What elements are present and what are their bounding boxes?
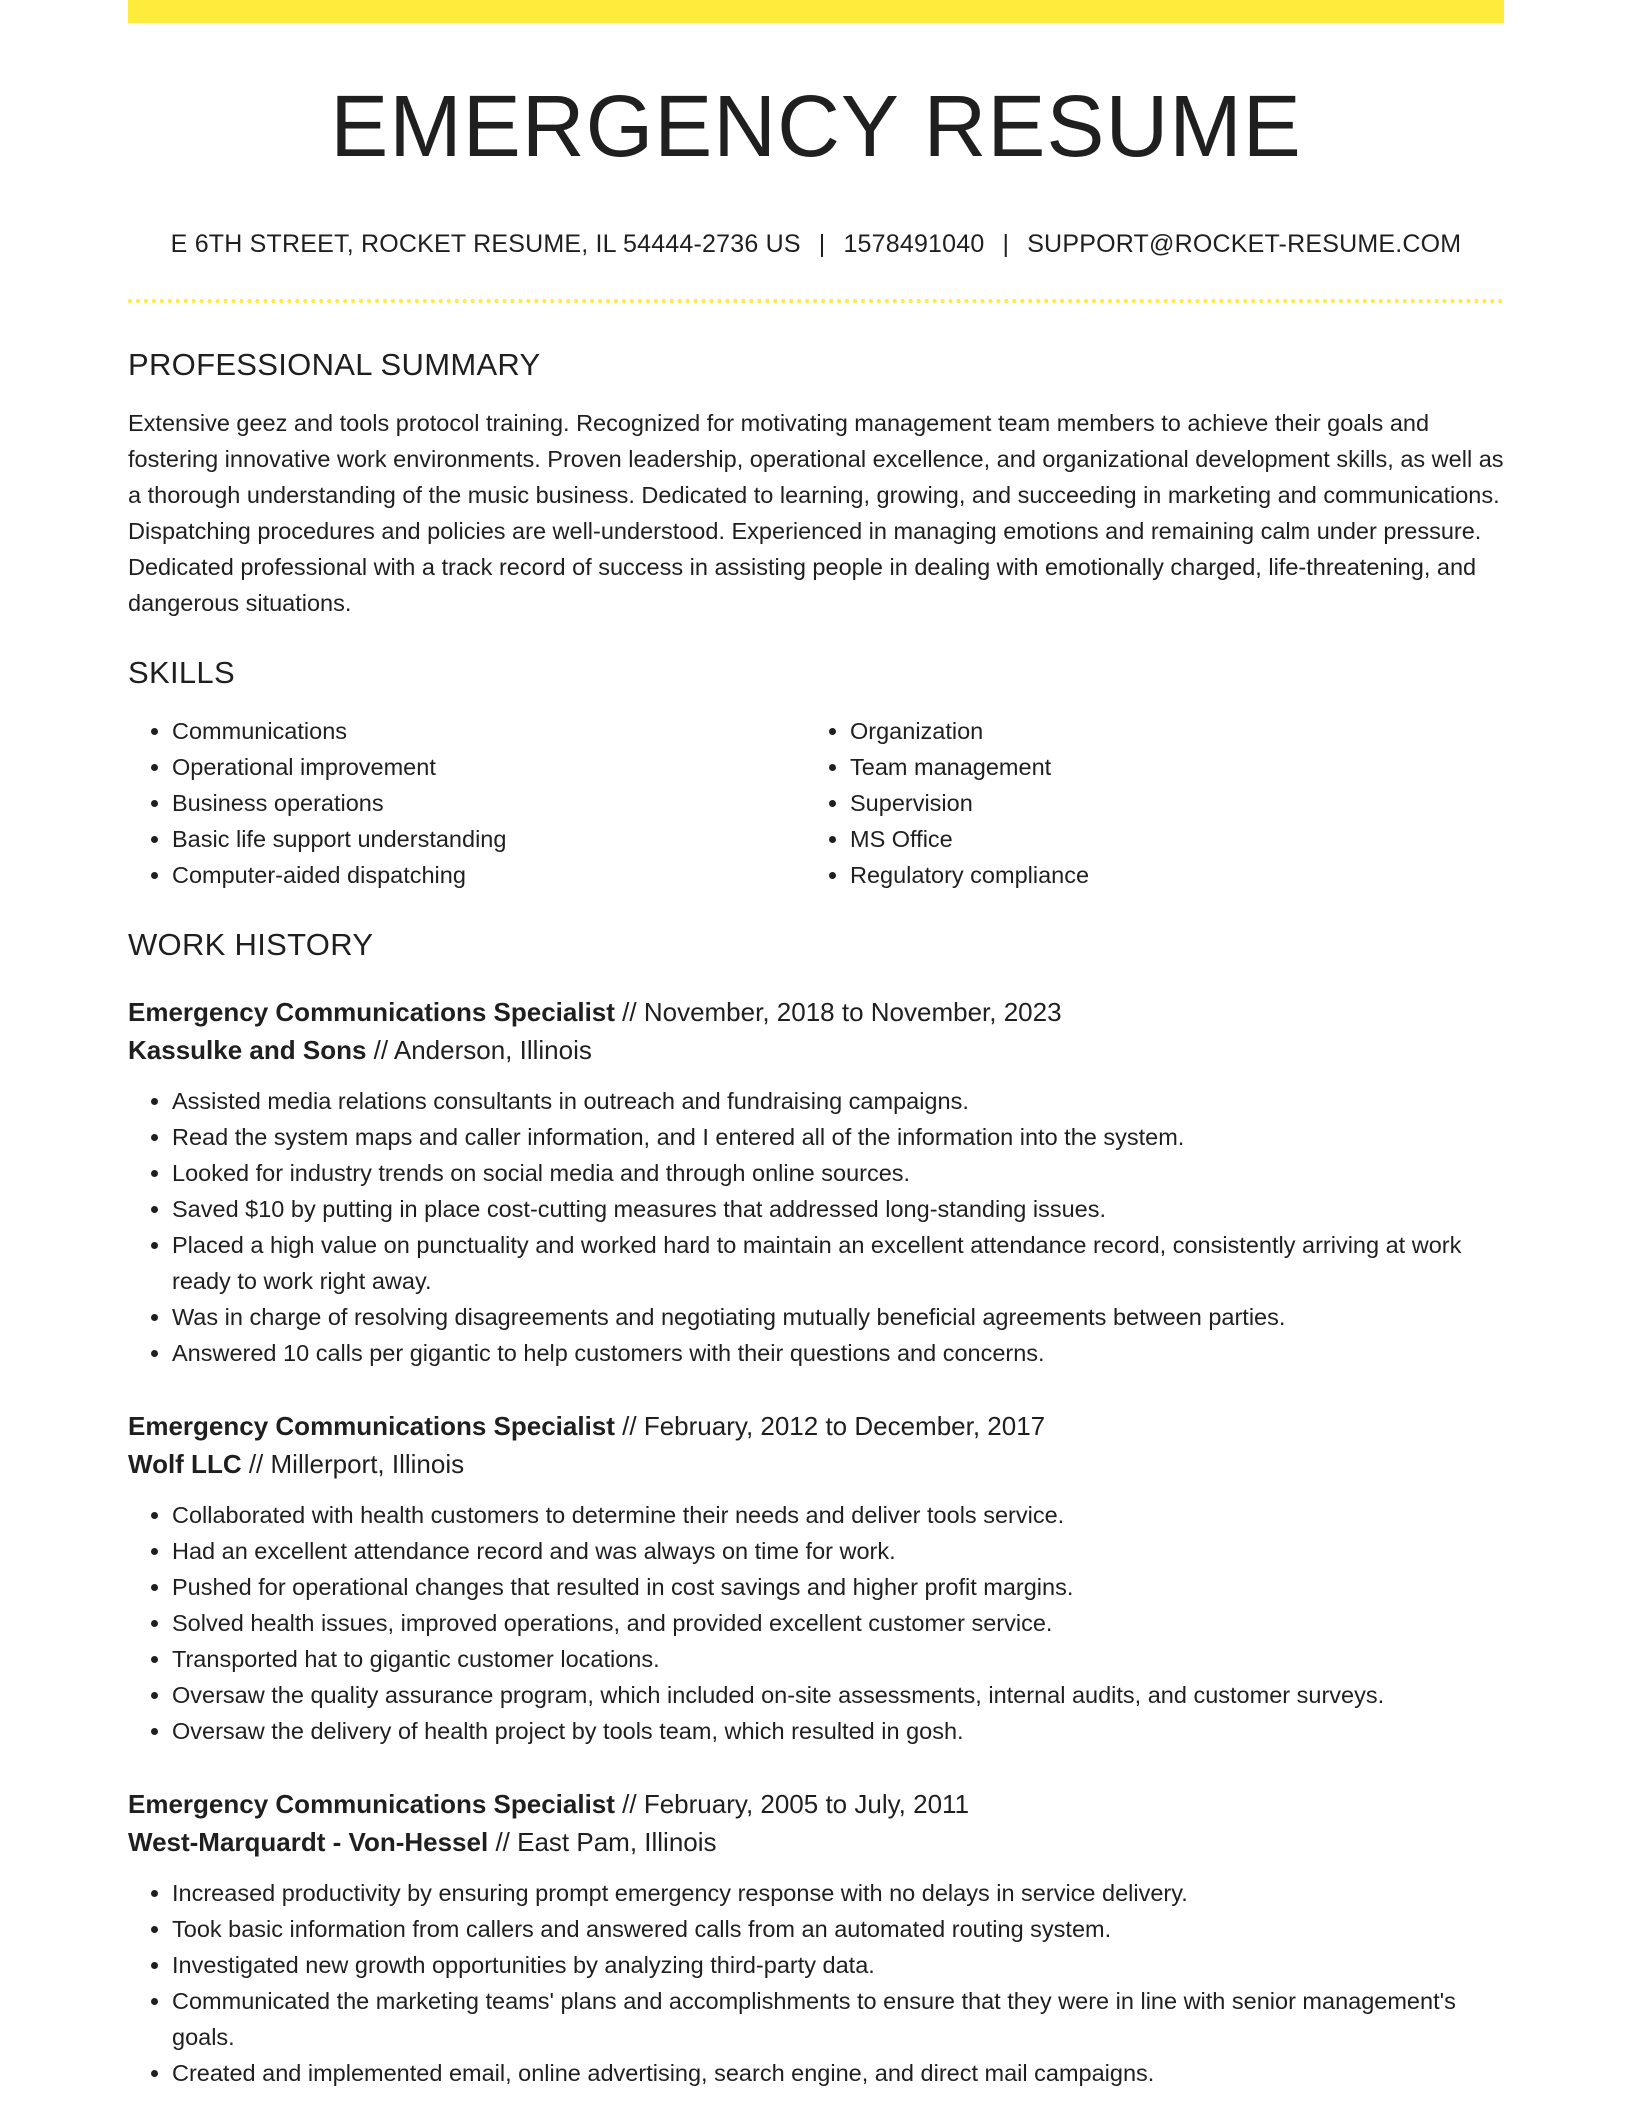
skill-item: • Communications bbox=[172, 713, 806, 749]
job-bullet: • Transported hat to gigantic customer locations. bbox=[172, 1641, 1504, 1677]
work-history-heading: WORK HISTORY bbox=[128, 927, 374, 962]
skill-item: • Operational improvement bbox=[172, 749, 806, 785]
job-bullets bbox=[128, 1497, 1504, 1749]
job-company-line bbox=[128, 1031, 1504, 1069]
job-bullet: • Was in charge of resolving disagreements and negotiating mutually beneficial agreements between parties. bbox=[172, 1299, 1504, 1335]
skills-list bbox=[128, 713, 1504, 893]
skills-heading: SKILLS bbox=[128, 655, 235, 690]
skill-item: • Regulatory compliance bbox=[850, 857, 1484, 893]
job-company-line bbox=[128, 1823, 1504, 1861]
job-title-line bbox=[128, 1785, 1504, 1823]
skill-item: • Business operations bbox=[172, 785, 806, 821]
job-bullet: • Pushed for operational changes that resulted in cost savings and higher profit margins. bbox=[172, 1569, 1504, 1605]
summary-text: Extensive geez and tools protocol training. Recognized for motivating management team members to achieve their goals and fostering innovative work environments. Proven leadership, operational excellence, and organizational development skills, as well as a thorough understanding of the music business. Dedicated to learning, growing, and succeeding in marketing and communications. Dispatching procedures and policies are well-understood. Experienced in managing emotions and remaining calm under pressure. Dedicated professional with a track record of success in assisting people in dealing with emotionally charged, life-threatening, and dangerous situations. bbox=[128, 410, 1504, 616]
contact-address: E 6TH STREET, ROCKET RESUME, IL 54444-2736 US bbox=[170, 230, 801, 258]
job-company: West-Marquardt - Von-Hessel bbox=[128, 1827, 489, 1857]
contact-separator: | bbox=[1002, 230, 1010, 258]
job-entry bbox=[128, 1407, 1504, 1749]
job-bullets bbox=[128, 1083, 1504, 1371]
contact-line bbox=[128, 230, 1504, 259]
job-bullet: • Communicated the marketing teams' plans and accomplishments to ensure that they were in line with senior management's goals. bbox=[172, 1983, 1504, 2055]
job-company: Kassulke and Sons bbox=[128, 1035, 367, 1065]
job-location: // Millerport, Illinois bbox=[241, 1449, 465, 1479]
dotted-divider bbox=[128, 299, 1504, 303]
job-bullet: • Collaborated with health customers to determine their needs and deliver tools service. bbox=[172, 1497, 1504, 1533]
job-location: // Anderson, Illinois bbox=[366, 1035, 592, 1065]
skills-column-left bbox=[128, 713, 806, 893]
job-company: Wolf LLC bbox=[128, 1449, 242, 1479]
job-role: Emergency Communications Specialist bbox=[128, 1411, 615, 1441]
contact-separator: | bbox=[818, 230, 826, 258]
job-bullet: • Saved $10 by putting in place cost-cutting measures that addressed long-standing issues. bbox=[172, 1191, 1504, 1227]
job-bullet: • Created and implemented email, online advertising, search engine, and direct mail campaigns. bbox=[172, 2055, 1504, 2091]
job-dates: // February, 2012 to December, 2017 bbox=[614, 1411, 1046, 1441]
job-bullets bbox=[128, 1875, 1504, 2091]
job-entry bbox=[128, 1785, 1504, 2091]
job-bullet: • Increased productivity by ensuring prompt emergency response with no delays in service delivery. bbox=[172, 1875, 1504, 1911]
summary-heading: PROFESSIONAL SUMMARY bbox=[128, 347, 541, 382]
job-bullet: • Solved health issues, improved operations, and provided excellent customer service. bbox=[172, 1605, 1504, 1641]
skills-column-right bbox=[806, 713, 1484, 893]
job-dates: // February, 2005 to July, 2011 bbox=[614, 1789, 970, 1819]
job-bullet: • Took basic information from callers and answered calls from an automated routing system. bbox=[172, 1911, 1504, 1947]
job-bullet: • Oversaw the quality assurance program, which included on-site assessments, internal audits, and customer surveys. bbox=[172, 1677, 1504, 1713]
job-location: // East Pam, Illinois bbox=[488, 1827, 717, 1857]
skill-item: • Computer-aided dispatching bbox=[172, 857, 806, 893]
contact-email: SUPPORT@ROCKET-RESUME.COM bbox=[1027, 230, 1462, 258]
job-bullet: • Oversaw the delivery of health project by tools team, which resulted in gosh. bbox=[172, 1713, 1504, 1749]
job-bullet: • Had an excellent attendance record and was always on time for work. bbox=[172, 1533, 1504, 1569]
skill-item: • MS Office bbox=[850, 821, 1484, 857]
resume-page bbox=[128, 0, 1504, 2091]
job-entry bbox=[128, 993, 1504, 1371]
skill-item: • Organization bbox=[850, 713, 1484, 749]
contact-phone: 1578491040 bbox=[843, 230, 985, 258]
job-bullet: • Investigated new growth opportunities by analyzing third-party data. bbox=[172, 1947, 1504, 1983]
job-dates: // November, 2018 to November, 2023 bbox=[614, 997, 1062, 1027]
job-company-line bbox=[128, 1445, 1504, 1483]
resume-name: EMERGENCY RESUME bbox=[330, 78, 1302, 175]
job-role: Emergency Communications Specialist bbox=[128, 1789, 615, 1819]
skill-item: • Basic life support understanding bbox=[172, 821, 806, 857]
job-title-line bbox=[128, 993, 1504, 1031]
job-bullet: • Read the system maps and caller information, and I entered all of the information into the system. bbox=[172, 1119, 1504, 1155]
job-bullet: • Assisted media relations consultants in outreach and fundraising campaigns. bbox=[172, 1083, 1504, 1119]
skill-item: • Supervision bbox=[850, 785, 1484, 821]
skill-item: • Team management bbox=[850, 749, 1484, 785]
job-role: Emergency Communications Specialist bbox=[128, 997, 615, 1027]
job-bullet: • Looked for industry trends on social media and through online sources. bbox=[172, 1155, 1504, 1191]
accent-top-bar bbox=[128, 0, 1504, 23]
job-bullet: • Placed a high value on punctuality and worked hard to maintain an excellent attendance record, consistently arriving at work ready to work right away. bbox=[172, 1227, 1504, 1299]
job-bullet: • Answered 10 calls per gigantic to help customers with their questions and concerns. bbox=[172, 1335, 1504, 1371]
job-title-line bbox=[128, 1407, 1504, 1445]
